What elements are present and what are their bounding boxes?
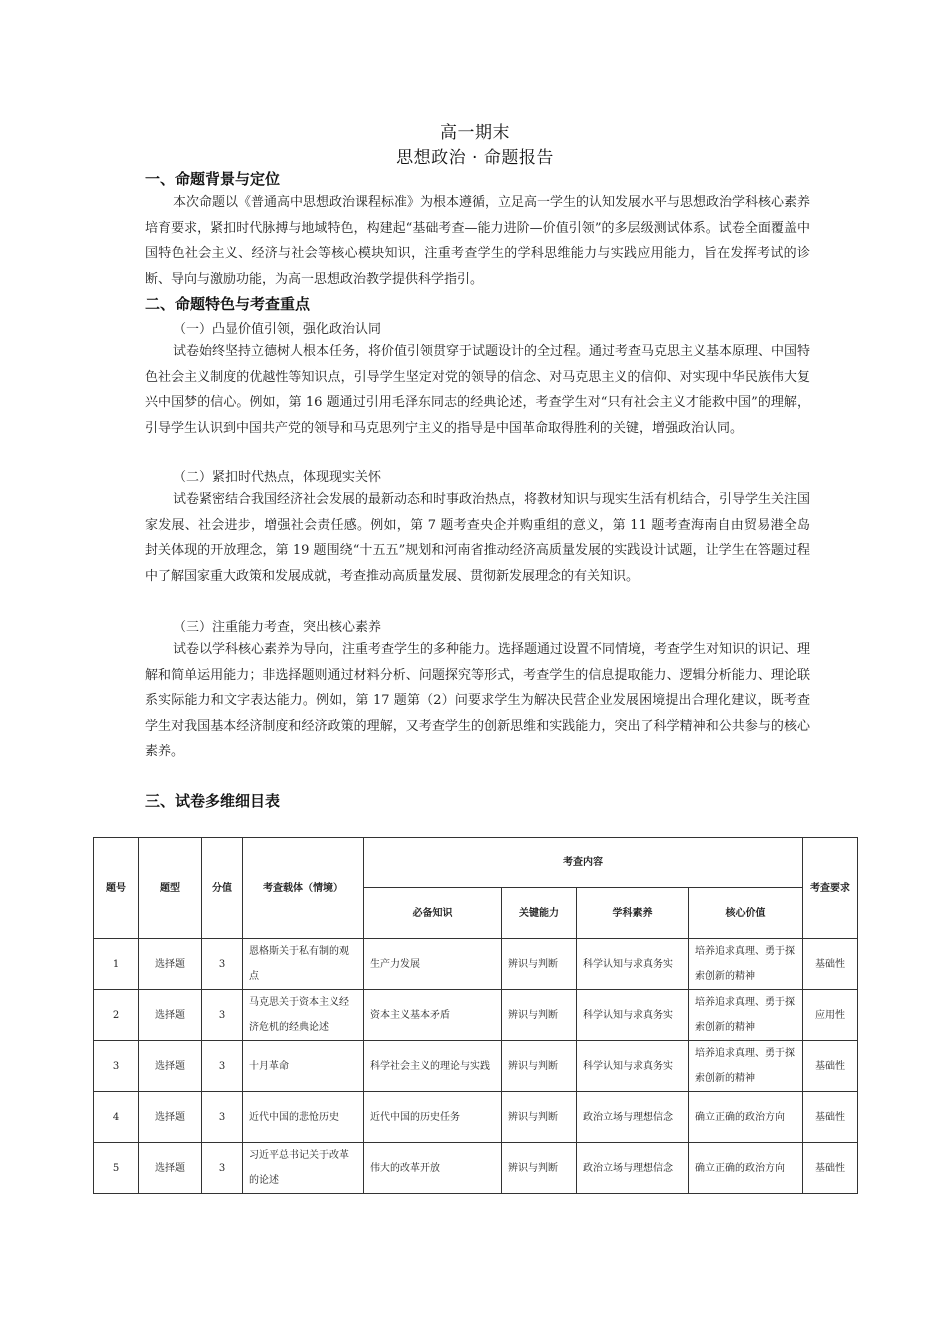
table-row: [94, 1092, 858, 1143]
cell-carrier: 十月革命: [243, 1041, 364, 1092]
cell-value: 培养追求真理、勇于探索创新的精神: [689, 990, 803, 1041]
cell-type: 选择题: [139, 1041, 202, 1092]
section2-heading: 二、命题特色与考查重点: [145, 295, 311, 313]
cell-carrier: 近代中国的悲怆历史: [243, 1092, 364, 1143]
cell-score: 3: [202, 990, 243, 1041]
cell-literacy: 科学认知与求真务实: [577, 990, 689, 1041]
cell-ability: 辨识与判断: [502, 1092, 577, 1143]
table-row: [94, 1143, 858, 1194]
header-number: 题号: [94, 838, 139, 939]
cell-number: 3: [94, 1041, 139, 1092]
header-score: 分值: [202, 838, 243, 939]
cell-carrier: 恩格斯关于私有制的观点: [243, 939, 364, 990]
table-row: [94, 990, 858, 1041]
cell-number: 5: [94, 1143, 139, 1194]
cell-literacy: 政治立场与理想信念: [577, 1143, 689, 1194]
cell-knowledge: 资本主义基本矛盾: [364, 990, 502, 1041]
cell-number: 1: [94, 939, 139, 990]
section3-heading: 三、试卷多维细目表: [145, 792, 281, 810]
header-literacy: 学科素养: [577, 888, 689, 939]
cell-type: 选择题: [139, 1092, 202, 1143]
header-ability: 关键能力: [502, 888, 577, 939]
cell-knowledge: 近代中国的历史任务: [364, 1092, 502, 1143]
section1-paragraph: 本次命题以《普通高中思想政治课程标准》为根本遵循，立足高一学生的认知发展水平与思想政治学科核心素养培育要求，紧扣时代脉搏与地域特色，构建起“基础考查—能力进阶—价值引领”的多层级测试体系。试卷全面覆盖中国特色社会主义、经济与社会等核心模块知识，注重考查学生的学科思维能力与实践应用能力，旨在发挥考试的诊断、导向与激励功能，为高一思想政治教学提供科学指引。: [145, 195, 811, 287]
subsection3-paragraph: 试卷以学科核心素养为导向，注重考查学生的多种能力。选择题通过设置不同情境，考查学生对知识的识记、理解和简单运用能力；非选择题则通过材料分析、问题探究等形式，考查学生的信息提取能力、逻辑分析能力、理论联系实际能力和文字表达能力。例如，第 17 题第（2）问要求学生为解决民营企业发展困境提出合理化建议，既考查学生对我国基本经济制度和经济政策的理解，又考查学生的创新思维和实践能力，突出了科学精神和公共参与的核心素养。: [145, 642, 811, 759]
cell-ability: 辨识与判断: [502, 939, 577, 990]
cell-type: 选择题: [139, 1143, 202, 1194]
cell-ability: 辨识与判断: [502, 990, 577, 1041]
exam-specification-table: [93, 837, 858, 1194]
header-type: 题型: [139, 838, 202, 939]
cell-score: 3: [202, 1041, 243, 1092]
cell-requirement: 基础性: [803, 939, 858, 990]
subsection2-paragraph: 试卷紧密结合我国经济社会发展的最新动态和时事政治热点，将教材知识与现实生活有机结合，引导学生关注国家发展、社会进步，增强社会责任感。例如，第 7 题考查央企并购重组的意义，第 11 题考查海南自由贸易港全岛封关体现的开放理念，第 19 题围绕“十五五”规划和河南省推动经济高质量发展的实践设计试题，让学生在答题过程中了解国家重大政策和发展成就，考查推动高质量发展、贯彻新发展理念的有关知识。: [145, 492, 811, 584]
cell-value: 培养追求真理、勇于探索创新的精神: [689, 1041, 803, 1092]
cell-requirement: 基础性: [803, 1041, 858, 1092]
cell-requirement: 基础性: [803, 1143, 858, 1194]
cell-type: 选择题: [139, 990, 202, 1041]
cell-number: 4: [94, 1092, 139, 1143]
cell-knowledge: 生产力发展: [364, 939, 502, 990]
cell-value: 培养追求真理、勇于探索创新的精神: [689, 939, 803, 990]
subsection1-title: （一）凸显价值引领，强化政治认同: [173, 322, 382, 337]
cell-ability: 辨识与判断: [502, 1041, 577, 1092]
cell-carrier: 马克思关于资本主义经济危机的经典论述: [243, 990, 364, 1041]
cell-value: 确立正确的政治方向: [689, 1092, 803, 1143]
subsection1-paragraph: 试卷始终坚持立德树人根本任务，将价值引领贯穿于试题设计的全过程。通过考查马克思主义基本原理、中国特色社会主义制度的优越性等知识点，引导学生坚定对党的领导的信念、对马克思主义的信仰、对实现中华民族伟大复兴中国梦的信心。例如，第 16 题通过引用毛泽东同志的经典论述，考查学生对“只有社会主义才能救中国”的理解，引导学生认识到中国共产党的领导和马克思列宁主义的指导是中国革命取得胜利的关键，增强政治认同。: [145, 344, 811, 436]
table-header-row: [94, 838, 858, 888]
cell-literacy: 科学认知与求真务实: [577, 939, 689, 990]
table-row: [94, 939, 858, 990]
header-requirement: 考查要求: [803, 838, 858, 939]
cell-number: 2: [94, 990, 139, 1041]
cell-score: 3: [202, 939, 243, 990]
cell-literacy: 政治立场与理想信念: [577, 1092, 689, 1143]
subsection2-title: （二）紧扣时代热点，体现现实关怀: [173, 470, 382, 485]
cell-knowledge: 科学社会主义的理论与实践: [364, 1041, 502, 1092]
header-content-group: 考查内容: [364, 838, 803, 888]
cell-ability: 辨识与判断: [502, 1143, 577, 1194]
cell-literacy: 科学认知与求真务实: [577, 1041, 689, 1092]
cell-requirement: 应用性: [803, 990, 858, 1041]
header-carrier: 考查载体（情境）: [243, 838, 364, 939]
header-value: 核心价值: [689, 888, 803, 939]
header-knowledge: 必备知识: [364, 888, 502, 939]
cell-score: 3: [202, 1092, 243, 1143]
cell-requirement: 基础性: [803, 1092, 858, 1143]
document-subtitle: 思想政治 · 命题报告: [396, 148, 554, 168]
cell-type: 选择题: [139, 939, 202, 990]
subsection3-title: （三）注重能力考查，突出核心素养: [173, 620, 382, 635]
table-row: [94, 1041, 858, 1092]
cell-carrier: 习近平总书记关于改革的论述: [243, 1143, 364, 1194]
cell-score: 3: [202, 1143, 243, 1194]
cell-knowledge: 伟大的改革开放: [364, 1143, 502, 1194]
document-title: 高一期末: [440, 123, 510, 143]
cell-value: 确立正确的政治方向: [689, 1143, 803, 1194]
section1-heading: 一、命题背景与定位: [145, 170, 281, 188]
